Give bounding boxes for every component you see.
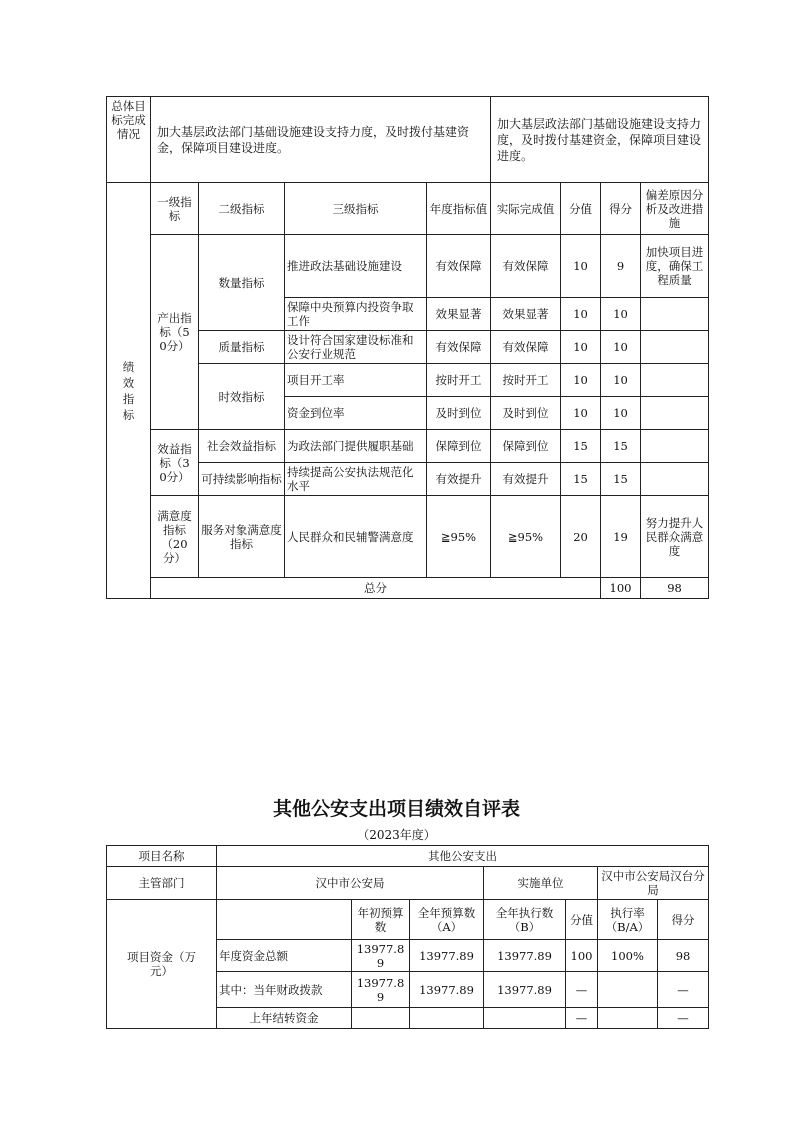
fund-label: 项目资金（万元） bbox=[107, 900, 217, 1029]
unit-label: 实施单位 bbox=[484, 867, 598, 900]
score-cell: 20 bbox=[561, 496, 601, 578]
actual-cell: 有效提升 bbox=[491, 463, 561, 496]
score-cell: 10 bbox=[561, 331, 601, 364]
fund-annual: 13977.89 bbox=[410, 972, 484, 1008]
table-row bbox=[107, 496, 709, 578]
project-name-label: 项目名称 bbox=[107, 846, 217, 867]
form-subtitle: （2023年度） bbox=[357, 828, 436, 842]
fund-annual bbox=[410, 1008, 484, 1029]
header-score: 分值 bbox=[561, 183, 601, 235]
score-cell: 10 bbox=[561, 235, 601, 298]
l3-cell: 为政法部门提供履职基础 bbox=[285, 430, 427, 463]
fund-header: 执行率（B/A） bbox=[598, 900, 658, 940]
target-cell: ≧95% bbox=[427, 496, 491, 578]
l3-cell: 人民群众和民辅警满意度 bbox=[285, 496, 427, 578]
fund-header-blank bbox=[217, 900, 352, 940]
summary-label: 总体目标完成情况 bbox=[107, 97, 151, 183]
summary-row bbox=[107, 97, 709, 183]
timeliness-label: 时效指标 bbox=[199, 364, 285, 430]
header-target: 年度指标值 bbox=[427, 183, 491, 235]
header-note: 偏差原因分析及改进措施 bbox=[641, 183, 709, 235]
total-label: 总分 bbox=[151, 578, 601, 599]
score-cell: 15 bbox=[561, 430, 601, 463]
score-cell: 10 bbox=[561, 397, 601, 430]
fund-score: — bbox=[566, 1008, 598, 1029]
header-l3: 三级指标 bbox=[285, 183, 427, 235]
quantity-label: 数量指标 bbox=[199, 235, 285, 331]
l3-cell: 设计符合国家建设标准和公安行业规范 bbox=[285, 331, 427, 364]
table-row bbox=[107, 430, 709, 463]
l2-cell: 服务对象满意度指标 bbox=[199, 496, 285, 578]
note-cell bbox=[641, 430, 709, 463]
l2-cell: 社会效益指标 bbox=[199, 430, 285, 463]
performance-table bbox=[106, 96, 709, 599]
total-got: 98 bbox=[641, 578, 709, 599]
got-cell: 15 bbox=[601, 430, 641, 463]
quality-label: 质量指标 bbox=[199, 331, 285, 364]
actual-cell: 及时到位 bbox=[491, 397, 561, 430]
l3-cell: 推进政法基础设施建设 bbox=[285, 235, 427, 298]
perf-header-row bbox=[107, 183, 709, 235]
benefit-label: 效益指标（30分） bbox=[151, 430, 199, 496]
fund-annual: 13977.89 bbox=[410, 940, 484, 972]
fund-row-label: 年度资金总额 bbox=[217, 940, 352, 972]
fund-exec bbox=[484, 1008, 566, 1029]
got-cell: 9 bbox=[601, 235, 641, 298]
l2-cell: 可持续影响指标 bbox=[199, 463, 285, 496]
project-name: 其他公安支出 bbox=[217, 846, 709, 867]
output-label: 产出指标（50分） bbox=[151, 235, 199, 430]
project-name-row bbox=[107, 846, 709, 867]
note-cell bbox=[641, 364, 709, 397]
actual-cell: 效果显著 bbox=[491, 298, 561, 331]
header-l2: 二级指标 bbox=[199, 183, 285, 235]
fund-exec: 13977.89 bbox=[484, 972, 566, 1008]
form-title: 其他公安支出项目绩效自评表 bbox=[272, 798, 520, 820]
header-got: 得分 bbox=[601, 183, 641, 235]
note-cell bbox=[641, 331, 709, 364]
score-cell: 15 bbox=[561, 463, 601, 496]
dept-value: 汉中市公安局 bbox=[217, 867, 484, 900]
target-cell: 效果显著 bbox=[427, 298, 491, 331]
fund-initial: 13977.89 bbox=[352, 972, 410, 1008]
fund-row-label: 上年结转资金 bbox=[217, 1008, 352, 1029]
note-cell bbox=[641, 397, 709, 430]
unit-value: 汉中市公安局汉台分局 bbox=[598, 867, 709, 900]
got-cell: 10 bbox=[601, 331, 641, 364]
fund-score: — bbox=[566, 972, 598, 1008]
summary-planned: 加大基层政法部门基础设施建设支持力度，及时拨付基建资金，保障项目建设进度。 bbox=[151, 97, 491, 183]
fund-score: 100 bbox=[566, 940, 598, 972]
total-score: 100 bbox=[601, 578, 641, 599]
got-cell: 15 bbox=[601, 463, 641, 496]
fund-rate bbox=[598, 1008, 658, 1029]
fund-got: 98 bbox=[658, 940, 709, 972]
target-cell: 按时开工 bbox=[427, 364, 491, 397]
note-cell: 加快项目进度，确保工程质量 bbox=[641, 235, 709, 298]
got-cell: 10 bbox=[601, 397, 641, 430]
satisfaction-label: 满意度指标（20分） bbox=[151, 496, 199, 578]
dept-row bbox=[107, 867, 709, 900]
header-l1: 一级指标 bbox=[151, 183, 199, 235]
fund-header: 全年预算数（A） bbox=[410, 900, 484, 940]
got-cell: 19 bbox=[601, 496, 641, 578]
target-cell: 有效提升 bbox=[427, 463, 491, 496]
target-cell: 有效保障 bbox=[427, 331, 491, 364]
fund-initial bbox=[352, 1008, 410, 1029]
note-cell bbox=[641, 463, 709, 496]
score-cell: 10 bbox=[561, 364, 601, 397]
l3-cell: 持续提高公安执法规范化水平 bbox=[285, 463, 427, 496]
header-actual: 实际完成值 bbox=[491, 183, 561, 235]
dept-label: 主管部门 bbox=[107, 867, 217, 900]
target-cell: 及时到位 bbox=[427, 397, 491, 430]
got-cell: 10 bbox=[601, 298, 641, 331]
score-cell: 10 bbox=[561, 298, 601, 331]
actual-cell: 有效保障 bbox=[491, 331, 561, 364]
fund-rate: 100% bbox=[598, 940, 658, 972]
l3-cell: 资金到位率 bbox=[285, 397, 427, 430]
fund-initial: 13977.89 bbox=[352, 940, 410, 972]
perf-label: 绩效指标 bbox=[107, 183, 151, 599]
got-cell: 10 bbox=[601, 364, 641, 397]
actual-cell: ≧95% bbox=[491, 496, 561, 578]
target-cell: 有效保障 bbox=[427, 235, 491, 298]
actual-cell: 保障到位 bbox=[491, 430, 561, 463]
fund-header: 分值 bbox=[566, 900, 598, 940]
fund-rate bbox=[598, 972, 658, 1008]
fund-got: — bbox=[658, 972, 709, 1008]
fund-table bbox=[106, 845, 709, 1029]
fund-header: 年初预算数 bbox=[352, 900, 410, 940]
l3-cell: 保障中央预算内投资争取工作 bbox=[285, 298, 427, 331]
actual-cell: 按时开工 bbox=[491, 364, 561, 397]
target-cell: 保障到位 bbox=[427, 430, 491, 463]
fund-exec: 13977.89 bbox=[484, 940, 566, 972]
fund-header: 全年执行数（B） bbox=[484, 900, 566, 940]
fund-got: — bbox=[658, 1008, 709, 1029]
table-row bbox=[107, 235, 709, 298]
summary-actual: 加大基层政法部门基础设施建设支持力度，及时拨付基建资金，保障项目建设进度。 bbox=[491, 97, 709, 183]
note-cell bbox=[641, 298, 709, 331]
fund-header: 得分 bbox=[658, 900, 709, 940]
fund-header-row bbox=[107, 900, 709, 940]
note-cell: 努力提升人民群众满意度 bbox=[641, 496, 709, 578]
fund-row-label: 其中：当年财政拨款 bbox=[217, 972, 352, 1008]
total-row bbox=[107, 578, 709, 599]
l3-cell: 项目开工率 bbox=[285, 364, 427, 397]
actual-cell: 有效保障 bbox=[491, 235, 561, 298]
